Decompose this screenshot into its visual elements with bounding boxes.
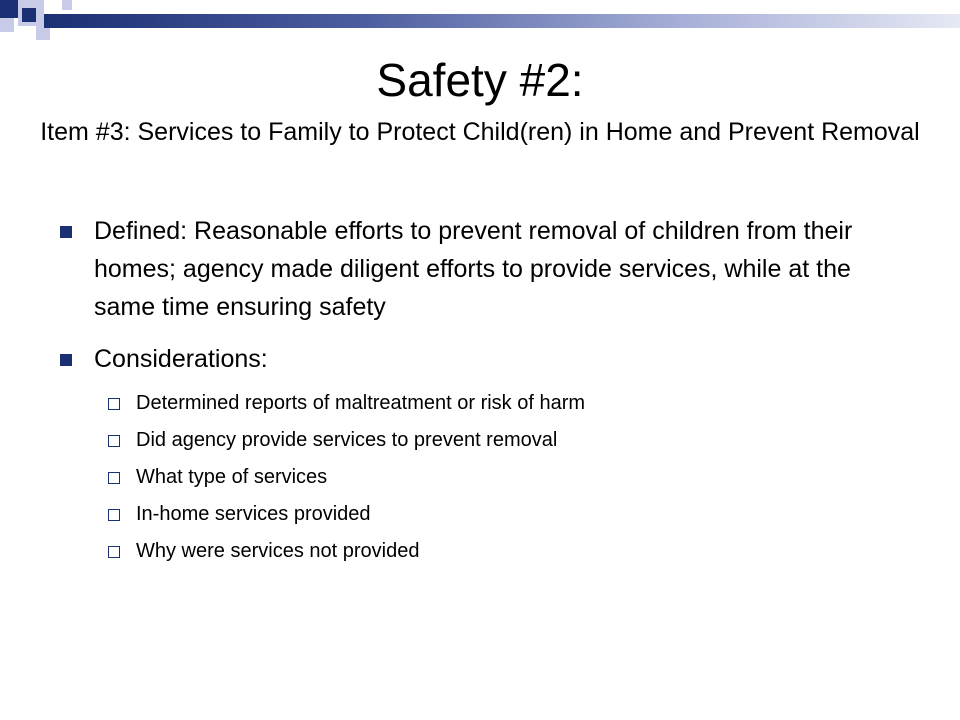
hollow-square-bullet-icon xyxy=(108,398,120,410)
hollow-square-bullet-icon xyxy=(108,546,120,558)
decor-square xyxy=(18,26,36,44)
hollow-square-bullet-icon xyxy=(108,472,120,484)
sub-bullet-item xyxy=(108,464,900,490)
decor-square xyxy=(62,0,72,10)
slide-title: Safety #2: xyxy=(376,54,584,106)
sub-bullet-text: In-home services provided xyxy=(136,503,371,525)
square-bullet-icon xyxy=(60,226,72,238)
hollow-square-bullet-icon xyxy=(108,509,120,521)
slide-subtitle: Item #3: Services to Family to Protect Child(ren) in Home and Prevent Removal xyxy=(40,118,920,146)
sub-bullet-item xyxy=(108,501,900,527)
hollow-square-bullet-icon xyxy=(108,435,120,447)
sub-bullet-text: Determined reports of maltreatment or risk of harm xyxy=(136,392,586,414)
sub-bullet-item xyxy=(108,538,900,564)
decor-square xyxy=(22,8,36,22)
bullet-text: Considerations: xyxy=(94,345,268,373)
sub-bullet-text: What type of services xyxy=(136,466,328,488)
sub-bullet-text: Did agency provide services to prevent removal xyxy=(136,429,558,451)
decor-square xyxy=(36,26,50,40)
decor-square xyxy=(0,0,18,18)
square-bullet-icon xyxy=(60,354,72,366)
bullet-text: Defined: Reasonable efforts to prevent removal of children from their homes; agency made diligent efforts to provide services, while at the same time ensuring safety xyxy=(94,217,853,321)
title-block xyxy=(40,52,920,150)
bullet-item-defined xyxy=(60,212,900,326)
decor-square xyxy=(0,18,14,32)
sub-bullet-text: Why were services not provided xyxy=(136,540,420,562)
bullet-list xyxy=(60,212,900,575)
sub-bullet-item xyxy=(108,427,900,453)
header-gradient-bar xyxy=(44,14,960,28)
bullet-item-considerations xyxy=(60,340,900,378)
considerations-sublist xyxy=(60,390,900,564)
sub-bullet-item xyxy=(108,390,900,416)
